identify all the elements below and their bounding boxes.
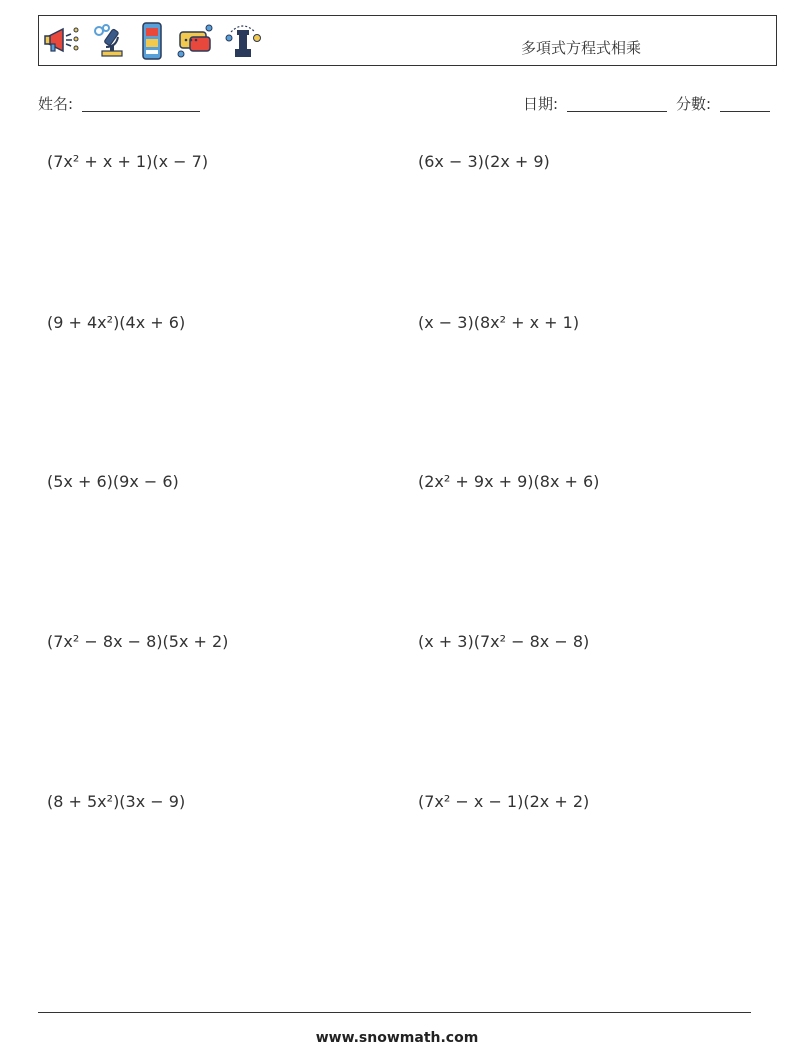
footer-divider	[38, 1012, 751, 1013]
chat-bubbles-icon	[176, 23, 214, 59]
date-label: 日期:	[523, 95, 559, 113]
date-blank[interactable]	[567, 97, 667, 112]
problem-2: (6x − 3)(2x + 9)	[418, 152, 550, 171]
score-field	[676, 93, 770, 114]
worksheet-title: 多項式方程式相乘	[521, 39, 642, 57]
problem-3: (9 + 4x²)(4x + 6)	[47, 313, 186, 332]
problem-10: (7x² − x − 1)(2x + 2)	[418, 792, 590, 811]
problem-8: (x + 3)(7x² − 8x − 8)	[418, 632, 590, 651]
header-icons	[43, 22, 263, 60]
chess-rook-icon	[223, 22, 263, 60]
name-blank[interactable]	[82, 97, 200, 112]
footer-url[interactable]: www.snowmath.com	[315, 1030, 479, 1046]
date-field	[523, 93, 667, 114]
name-label: 姓名:	[38, 95, 74, 113]
megaphone-icon	[43, 24, 83, 58]
problem-4: (x − 3)(8x² + x + 1)	[418, 313, 580, 332]
score-label: 分數:	[676, 95, 712, 113]
score-blank[interactable]	[720, 97, 770, 112]
problem-6: (2x² + 9x + 9)(8x + 6)	[418, 472, 600, 491]
worksheet-header	[38, 15, 777, 66]
mobile-phone-icon	[137, 22, 167, 60]
name-field	[38, 93, 200, 114]
problem-7: (7x² − 8x − 8)(5x + 2)	[47, 632, 229, 651]
problem-5: (5x + 6)(9x − 6)	[47, 472, 179, 491]
problem-9: (8 + 5x²)(3x − 9)	[47, 792, 186, 811]
problem-1: (7x² + x + 1)(x − 7)	[47, 152, 209, 171]
microscope-icon	[92, 23, 128, 59]
